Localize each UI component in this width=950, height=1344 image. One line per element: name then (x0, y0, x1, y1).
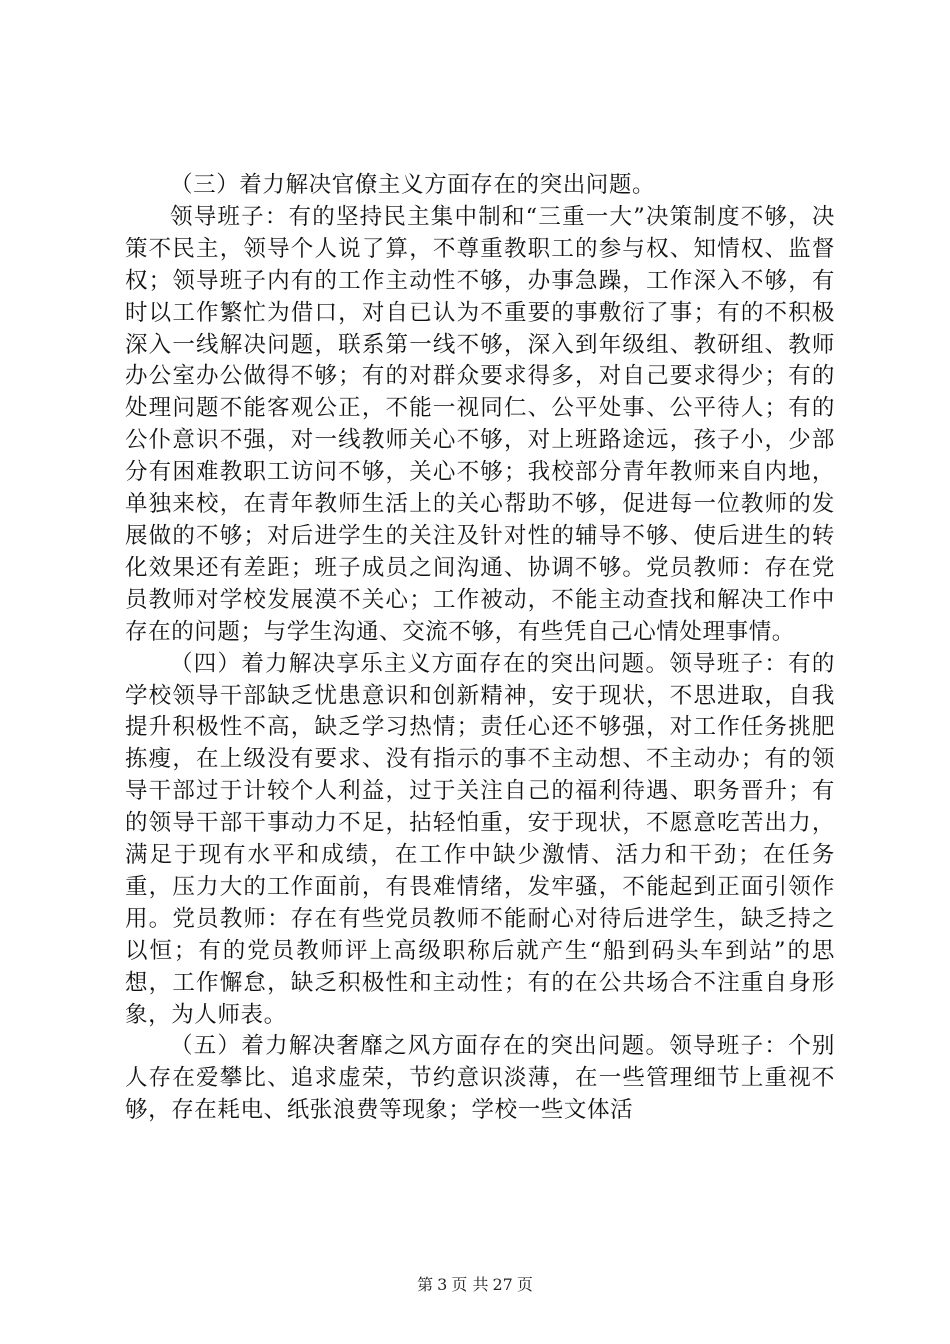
paragraph-section-3-heading: （三）着力解决官僚主义方面存在的突出问题。 (170, 172, 656, 198)
paragraph-section-4: （四）着力解决享乐主义方面存在的突出问题。领导班子：有的学校领导干部缺乏忧患意识和创新精神，安于现状，不思进取，自我提升积极性不高，缺乏学习热情；责任心还不够强，对工作任务挑肥拣瘦，在上级没有要求、没有指示的事不主动想、不主动办；有的领导干部过于计较个人利益，过于关注自己的福利待遇、职务晋升；有的领导干部干事动力不足，拈轻怕重，安于现状，不愿意吃苦出力，满足于现有水平和成绩，在工作中缺少激情、活力和干劲；在任务重，压力大的工作面前，有畏难情绪，发牢骚，不能起到正面引领作用。党员教师：存在有些党员教师不能耐心对待后进学生，缺乏持之以恒；有的党员教师评上高级职称后就产生“船到码头车到站”的思想，工作懈怠，缺乏积极性和主动性；有的在公共场合不注重自身形象，为人师表。 (125, 650, 835, 1028)
footer-prefix: 第 (417, 1275, 434, 1294)
footer-mid: 页 共 (451, 1275, 489, 1294)
paragraph-section-3-body: 领导班子：有的坚持民主集中制和“三重一大”决策制度不够，决策不民主，领导个人说了算，不尊重教职工的参与权、知情权、监督权；领导班子内有的工作主动性不够，办事急躁，工作深入不够，有时以工作繁忙为借口，对自已认为不重要的事敷衍了事；有的不积极深入一线解决问题，联系第一线不够，深入到年级组、教研组、教师办公室办公做得不够；有的对群众要求得多，对自己要求得少；有的处理问题不能客观公正，不能一视同仁、公平处事、公平待人；有的公仆意识不强，对一线教师关心不够，对上班路途远，孩子小，少部分有困难教职工访问不够，关心不够；我校部分青年教师来自内地，单独来校，在青年教师生活上的关心帮助不够，促进每一位教师的发展做的不够；对后进学生的关注及针对性的辅导不够、使后进生的转化效果还有差距；班子成员之间沟通、协调不够。党员教师：存在党员教师对学校发展漠不关心；工作被动，不能主动查找和解决工作中存在的问题；与学生沟通、交流不够，有些凭自己心情处理事情。 (125, 203, 835, 645)
page-footer (0, 1272, 950, 1295)
document-body (125, 170, 835, 1127)
paragraph-section-5: （五）着力解决奢靡之风方面存在的突出问题。领导班子：个别人存在爱攀比、追求虚荣，节约意识淡薄，在一些管理细节上重视不够，存在耗电、纸张浪费等现象；学校一些文体活 (125, 1033, 835, 1124)
footer-total-pages: 27 (492, 1275, 513, 1294)
footer-current-page: 3 (437, 1275, 448, 1294)
footer-suffix: 页 (516, 1275, 533, 1294)
